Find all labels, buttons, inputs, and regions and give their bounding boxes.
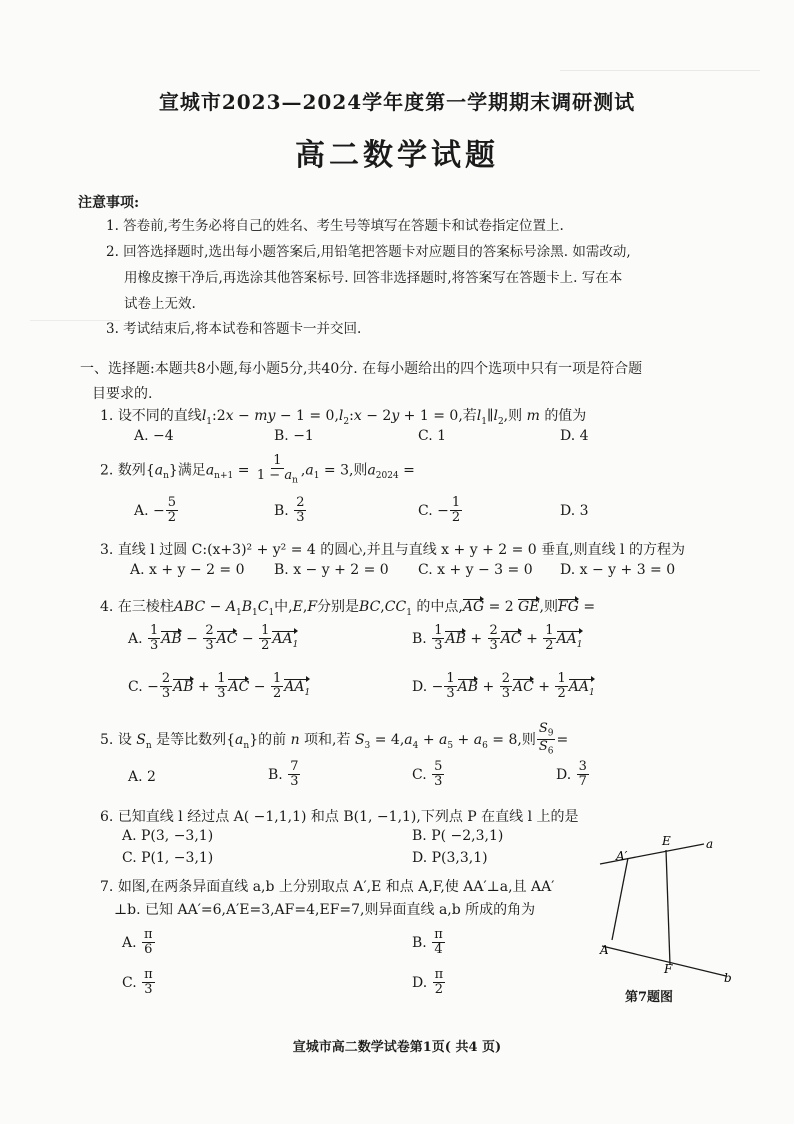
section-heading: 一、选择题:本题共8小题,每小题5分,共40分. 在每小题给出的四个选项中只有一项是符合题 [80,361,643,377]
bleed-through-mark [30,260,120,321]
segment-ef [666,850,670,965]
option-d: D. x − y + 3 = 0 [560,562,676,578]
note-item: 1. 答卷前,考生务必将自己的姓名、考生号等填写在答题卡和试卷指定位置上. [106,218,564,234]
question-6: 6. 已知直线 l 经过点 A( −1,1,1) 和点 B(1, −1,1),下列点 P 在直线 l 上的是 [100,809,579,825]
segment-aa-prime [612,858,628,940]
option-c: C. x + y − 3 = 0 [418,562,533,578]
option-d: D. P(3,3,1) [412,850,488,866]
question-5: 5. 设 $S_n$ 是等比数列$\{a_n\}$的前 n 项和,若 $S_3 = 4,a_4 + a_5 + a_6 = 8$,则 $\frac{S_9}{S_6}$ = [100,721,569,758]
option-c: C. $\frac{\pi}{3}$ [122,967,153,998]
option-a: A. 2 [128,769,156,785]
note-item: 试卷上无效. [124,296,196,312]
section-heading-cont: 目要求的. [92,386,153,402]
option-c: C. − $\frac{1}{2}$ [418,495,461,526]
note-item: 用橡皮擦干净后,再选涂其他答案标号. 回答非选择题时,将答案写在答题卡上. 写在本 [124,270,623,286]
option-a: A. −4 [134,428,174,444]
option-c: C. P(1, −3,1) [122,850,214,866]
question-7-cont: ⊥b. 已知 AA′=6,A′E=3,AF=4,EF=7,则异面直线 a,b 所成的角为 [114,902,536,918]
label-a: A [600,943,609,957]
option-b: B. $\frac{1}{3}$ AB + $\frac{2}{3}$ AC + $\frac{1}{2}$ $AA_1$ [412,623,583,654]
option-d: D. − $\frac{1}{3}$ AB + $\frac{2}{3}$ AC + $\frac{1}{2}$ $AA_1$ [412,671,595,702]
option-a: A. P(3, −3,1) [122,828,214,844]
note-item: 2. 回答选择题时,选出每小题答案后,用铅笔把答题卡对应题目的答案标号涂黑. 如需改动, [106,244,631,260]
label-a-prime: A′ [616,849,628,863]
notes-heading: 注意事项: [78,195,140,211]
bleed-through-mark [560,70,760,81]
option-b: B. P( −2,3,1) [412,828,504,844]
question-4: 4. 在三棱柱ABC − $A_1B_1C_1$中,E,F分别是$BC,CC_1$ 的中点,AG = 2 GE,则FG = [100,599,596,618]
option-a: A. $\frac{\pi}{6}$ [122,927,153,958]
skew-lines-figure [594,830,774,1020]
question-3: 3. 直线 l 过圆 C:(x+3)² + y² = 4 的圆心,并且与直线 x + y + 2 = 0 垂直,则直线 l 的方程为 [100,542,685,558]
option-b: B. $\frac{\pi}{4}$ [412,927,443,958]
label-e: E [662,834,671,848]
note-item: 3. 考试结束后,将本试卷和答题卡一并交回. [106,321,362,337]
option-d: D. $\frac{3}{7}$ [556,759,587,790]
option-c: C. $\frac{5}{3}$ [412,759,443,790]
question-7: 7. 如图,在两条异面直线 a,b 上分别取点 A′,E 和点 A,F,使 AA′⊥a,且 AA′ [100,879,555,895]
option-d: D. 3 [560,503,589,519]
question-2: 2. 数列$\{a_n\}$满足$a_{n+1}$ = $\frac{1}{1 - a_n}$ $,a_1 = 3$,则$a_{2024}$ = [100,453,415,486]
question-1: 1. 设不同的直线$l_1:2x$ − my − $1 = 0,l_2:x - 2y + 1 = 0$,若$l_1\parallel l_2$,则 m 的值为 [100,408,587,427]
option-d: D. $\frac{\pi}{2}$ [412,967,444,998]
option-c: C. 1 [418,428,447,444]
option-a: A. $\frac{1}{3}$ AB − $\frac{2}{3}$ AC − $\frac{1}{2}$ $AA_1$ [128,623,299,654]
option-b: B. $\frac{2}{3}$ [274,495,305,526]
option-b: B. $\frac{7}{3}$ [268,759,299,790]
page-title: 宣城市2023—2024学年度第一学期期末调研测试 [158,90,636,114]
page-subtitle: 高二数学试题 [295,138,499,173]
option-a: A. − $\frac{5}{2}$ [134,495,177,526]
label-f: F [664,962,673,976]
option-a: A. x + y − 2 = 0 [130,562,245,578]
figure-caption: 第7题图 [625,990,674,1005]
option-b: B. −1 [274,428,314,444]
label-line-b: b [724,971,732,985]
option-b: B. x − y + 2 = 0 [274,562,389,578]
page-footer: 宣城市高二数学试卷第1页( 共4 页) [292,1040,502,1055]
label-line-a: a [706,837,714,851]
option-d: D. 4 [560,428,589,444]
option-c: C. − $\frac{2}{3}$ AB + $\frac{1}{3}$ AC − $\frac{1}{2}$ $AA_1$ [128,671,311,702]
